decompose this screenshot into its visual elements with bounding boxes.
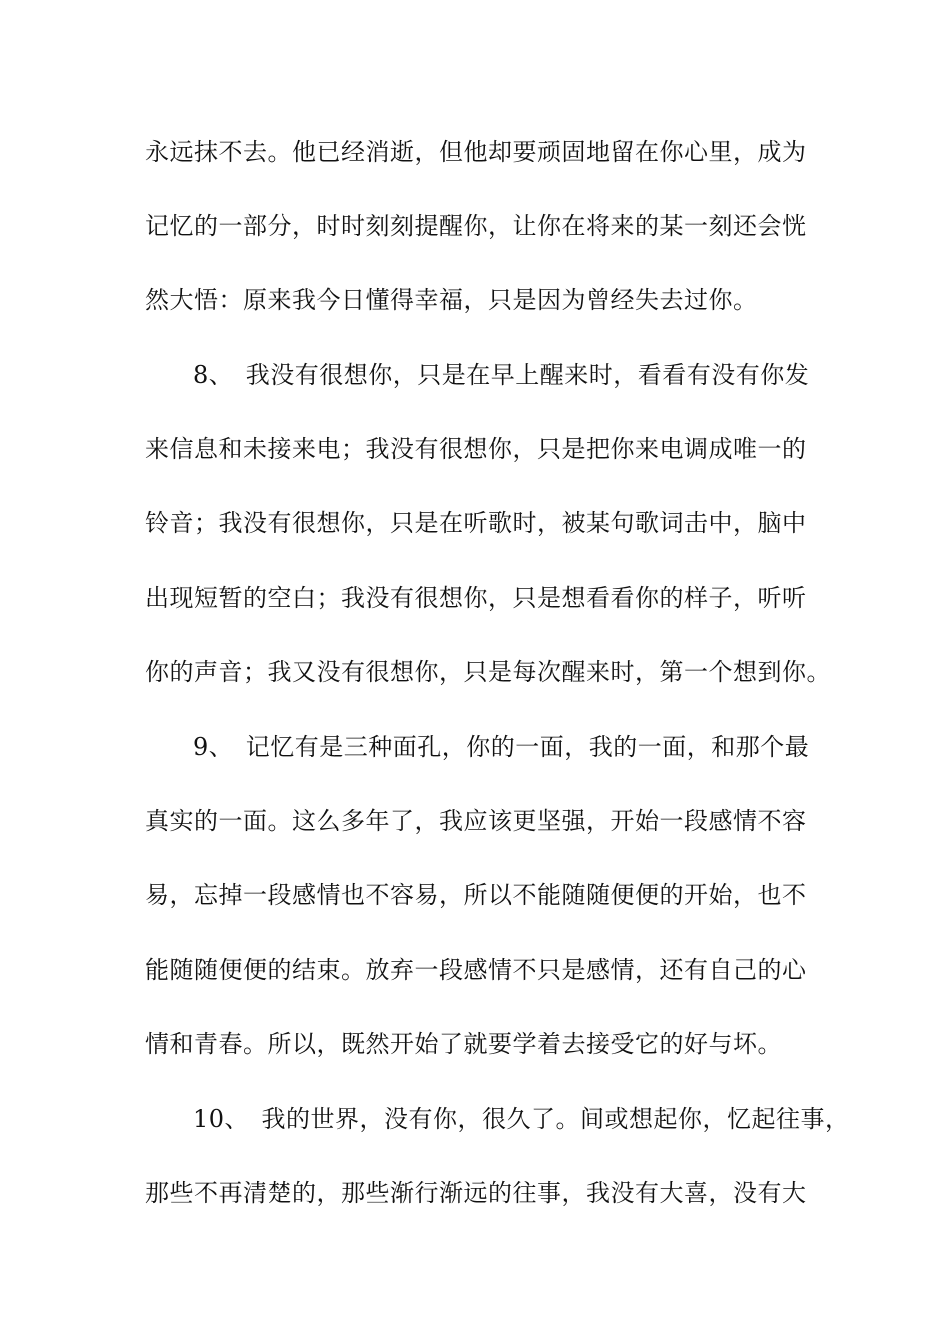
text-line: 情和青春。所以，既然开始了就要学着去接受它的好与坏。 xyxy=(145,1030,782,1058)
paragraph-8-first-line: 8、 我没有很想你，只是在早上醒来时，看看有没有你发 xyxy=(193,361,810,389)
text-line: 然大悟：原来我今日懂得幸福，只是因为曾经失去过你。 xyxy=(145,286,758,314)
text-line: 出现短暂的空白；我没有很想你，只是想看看你的样子，听听 xyxy=(145,584,807,612)
text-line: 铃音；我没有很想你，只是在听歌时，被某句歌词击中，脑中 xyxy=(145,509,807,537)
text-line: 来信息和未接来电；我没有很想你，只是把你来电调成唯一的 xyxy=(145,435,807,463)
text-line: 永远抹不去。他已经消逝，但他却要顽固地留在你心里，成为 xyxy=(145,138,807,166)
text-line: 那些不再清楚的，那些渐行渐远的往事，我没有大喜，没有大 xyxy=(145,1179,807,1207)
text-line: 能随随便便的结束。放弃一段感情不只是感情，还有自己的心 xyxy=(145,956,807,984)
text-line: 记忆的一部分，时时刻刻提醒你，让你在将来的某一刻还会恍 xyxy=(145,212,807,240)
paragraph-10-first-line: 10、 我的世界，没有你，很久了。间或想起你，忆起往事， xyxy=(193,1105,850,1133)
text-line: 真实的一面。这么多年了，我应该更坚强，开始一段感情不容 xyxy=(145,807,807,835)
text-line: 你的声音；我又没有很想你，只是每次醒来时，第一个想到你。 xyxy=(145,658,831,686)
paragraph-9-first-line: 9、 记忆有是三种面孔，你的一面，我的一面，和那个最 xyxy=(193,733,810,761)
text-line: 易，忘掉一段感情也不容易，所以不能随随便便的开始，也不 xyxy=(145,881,807,909)
